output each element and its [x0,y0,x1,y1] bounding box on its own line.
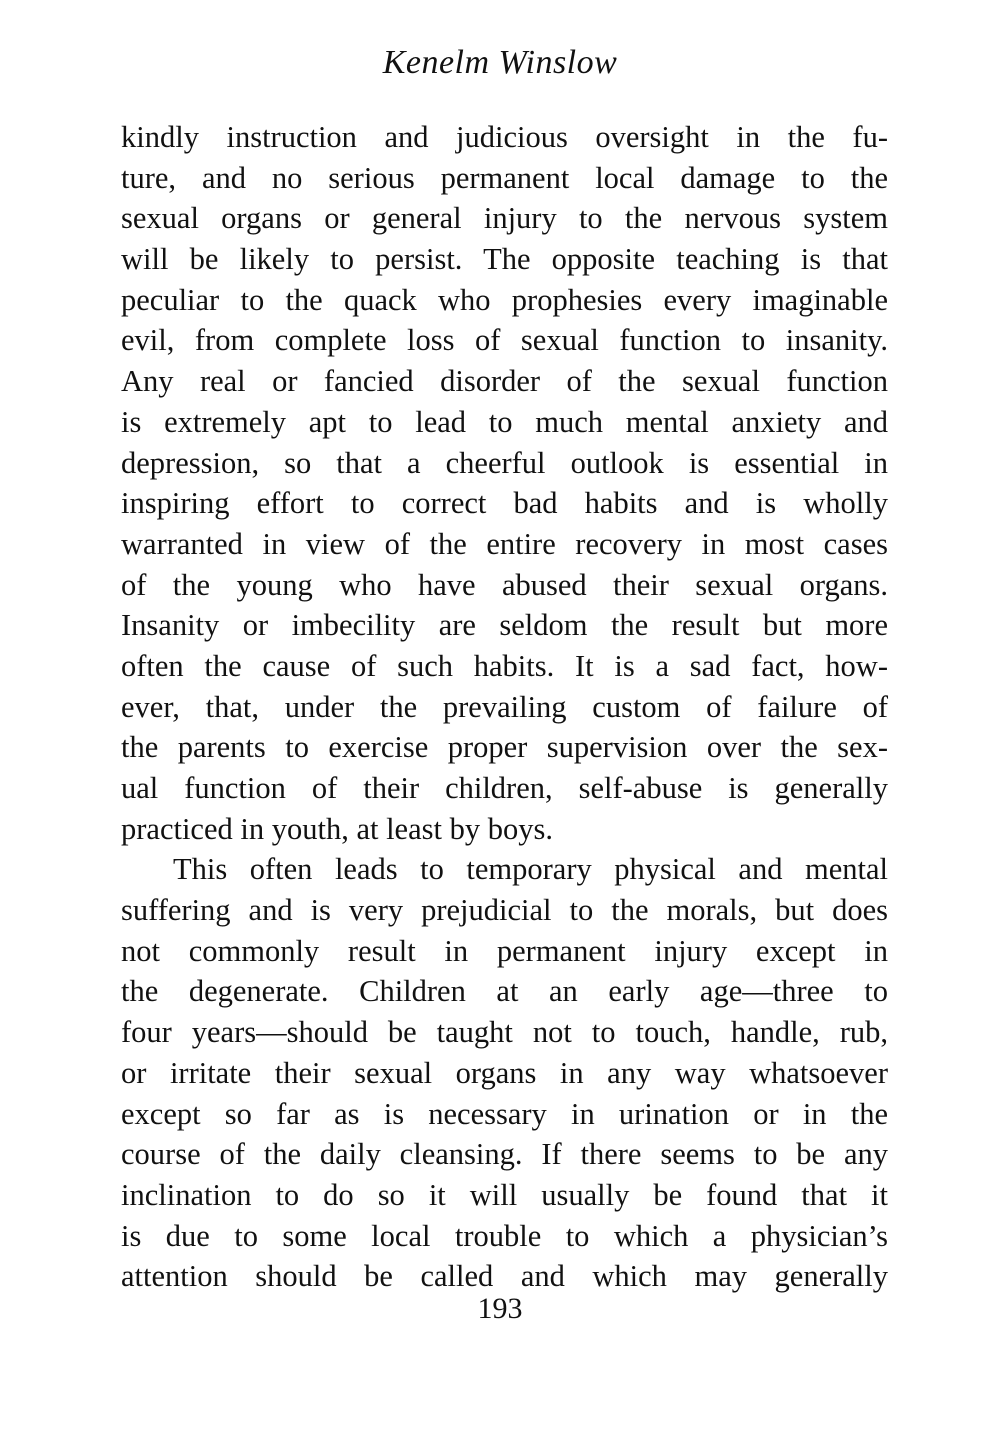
text-line: of the young who have abused their sexual organs. [121,567,888,602]
text-line: inclination to do so it will usually be found that it [121,1177,888,1212]
text-line: ture, and no serious permanent local damage to the [121,160,888,195]
text-line: ever, that, under the prevailing custom of failure of [121,689,888,724]
text-line: peculiar to the quack who prophesies every imaginable [121,282,888,317]
text-line: practiced in youth, at least by boys. [121,811,553,846]
text-line: the parents to exercise proper supervision over the sex- [121,730,888,765]
text-line: depression, so that a cheerful outlook is essential in [121,445,888,480]
text-line: ual function of their children, self-abuse is generally [121,771,888,805]
text-line: This often leads to temporary physical and mental [173,852,888,887]
paragraph-2 [121,849,888,1297]
text-line: often the cause of such habits. It is a sad fact, how- [121,648,888,683]
paragraph-1 [121,117,888,849]
text-line: not commonly result in permanent injury except in [121,933,888,968]
text-line: will be likely to persist. The opposite teaching is that [121,242,888,277]
text-line: evil, from complete loss of sexual function to insanity. [121,323,888,358]
body-text [121,117,888,1297]
text-line: attention should be called and which may generally [121,1259,888,1294]
text-line: kindly instruction and judicious oversight in the fu- [121,120,888,154]
text-line: warranted in view of the entire recovery in most cases [121,526,888,561]
text-line: suffering and is very prejudicial to the morals, but does [121,893,888,928]
text-line: inspiring effort to correct bad habits and is wholly [121,486,888,521]
running-head: Kenelm Winslow [382,44,618,81]
text-line: Insanity or imbecility are seldom the result but more [121,608,888,643]
text-line: sexual organs or general injury to the nervous system [121,201,888,236]
text-line: Any real or fancied disorder of the sexual function [121,364,888,399]
page-number: 193 [477,1292,523,1325]
text-line: or irritate their sexual organs in any way whatsoever [121,1055,888,1090]
text-line: except so far as is necessary in urination or in the [121,1096,888,1131]
text-line: is due to some local trouble to which a physician’s [121,1218,888,1253]
text-line: is extremely apt to lead to much mental anxiety and [121,404,888,439]
text-line: the degenerate. Children at an early age—three to [121,974,888,1009]
text-line: four years—should be taught not to touch, handle, rub, [121,1015,888,1050]
text-line: course of the daily cleansing. If there seems to be any [121,1137,888,1172]
